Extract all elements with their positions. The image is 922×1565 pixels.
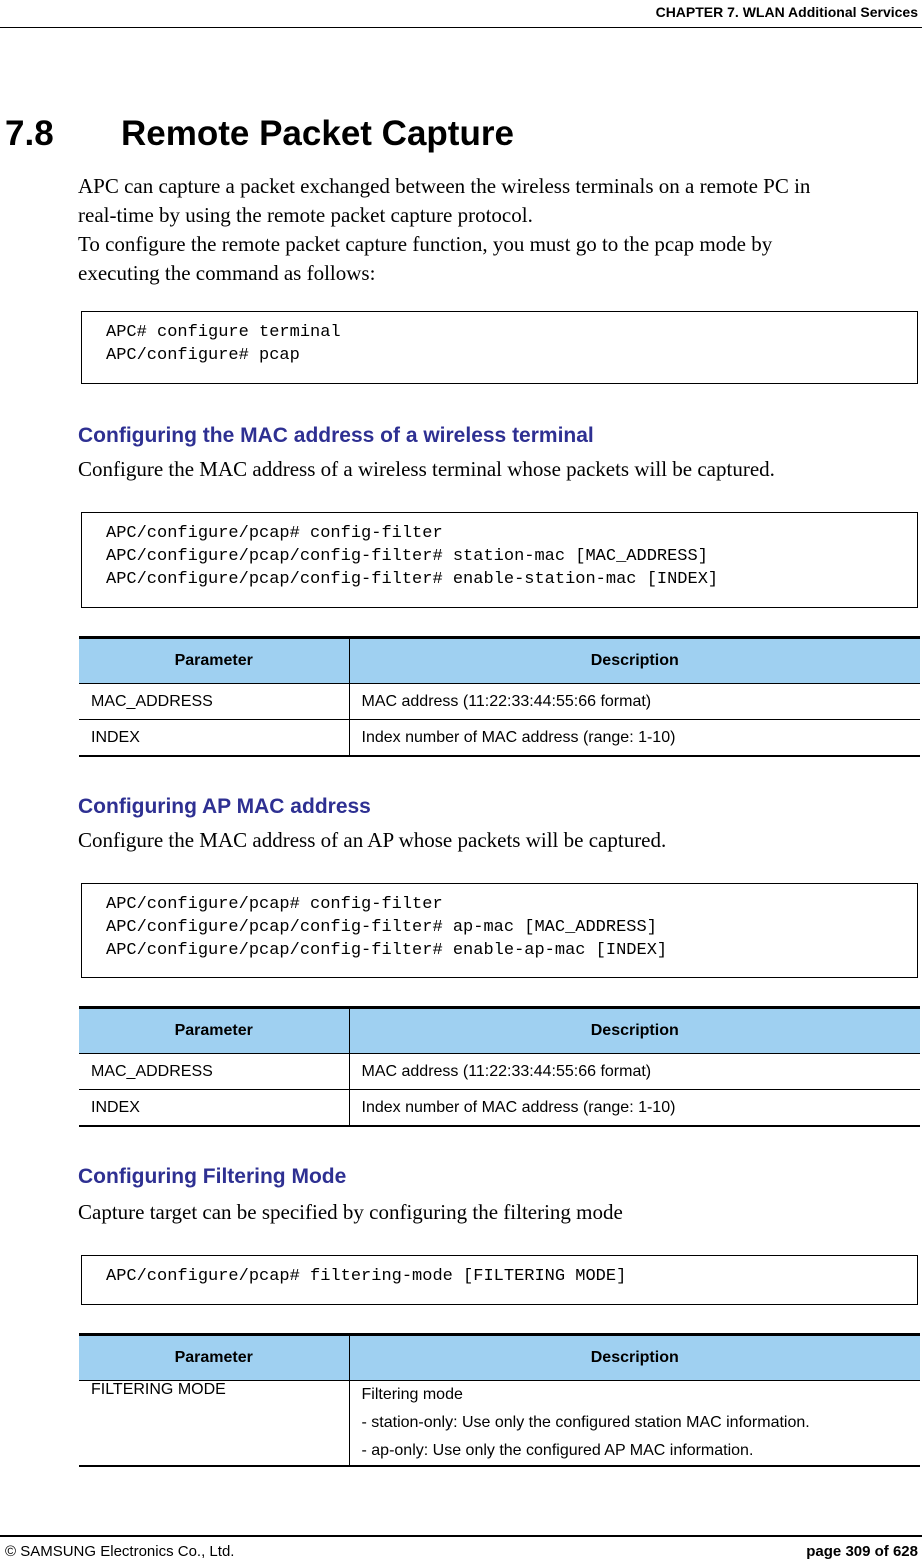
description-cell: [349, 1381, 920, 1467]
subheading-station-mac: Configuring the MAC address of a wireless terminal: [78, 424, 594, 447]
parameter-table-filtering-mode: [79, 1333, 920, 1467]
code-line: APC/configure/pcap# config-filter: [106, 895, 443, 914]
column-header-description: Description: [349, 1335, 920, 1381]
code-block-station-mac: [81, 512, 918, 608]
table-row: [79, 720, 920, 757]
table-header-row: [79, 638, 920, 684]
header-divider: [0, 27, 922, 28]
table-row: [79, 1054, 920, 1090]
footer-page-number: page 309 of 628: [806, 1543, 918, 1560]
section-number: 7.8: [5, 114, 54, 153]
column-header-parameter: Parameter: [79, 1335, 349, 1381]
column-header-parameter: Parameter: [79, 1008, 349, 1054]
parameter-table-station-mac: [79, 636, 920, 757]
paragraph-ap-mac: Configure the MAC address of an AP whose packets will be captured.: [78, 828, 667, 852]
intro-line: executing the command as follows:: [78, 261, 376, 285]
table-row: [79, 1090, 920, 1127]
parameter-cell: MAC_ADDRESS: [79, 1054, 349, 1090]
code-line: APC/configure/pcap# filtering-mode [FILTERING MODE]: [106, 1267, 627, 1286]
parameter-cell: FILTERING MODE: [79, 1381, 349, 1467]
code-line: APC/configure/pcap/config-filter# enable-ap-mac [INDEX]: [106, 941, 668, 960]
intro-line: real-time by using the remote packet capture protocol.: [78, 203, 533, 227]
description-cell: Index number of MAC address (range: 1-10): [349, 720, 920, 757]
column-header-description: Description: [349, 1008, 920, 1054]
code-line: APC/configure# pcap: [106, 346, 300, 365]
column-header-parameter: Parameter: [79, 638, 349, 684]
parameter-cell: INDEX: [79, 720, 349, 757]
intro-paragraph: [78, 172, 908, 288]
parameter-cell: MAC_ADDRESS: [79, 684, 349, 720]
description-cell: MAC address (11:22:33:44:55:66 format): [349, 1054, 920, 1090]
intro-line: APC can capture a packet exchanged between the wireless terminals on a remote PC in: [78, 174, 811, 198]
table-header-row: [79, 1335, 920, 1381]
code-block-enter-pcap: [81, 311, 918, 384]
footer-copyright: © SAMSUNG Electronics Co., Ltd.: [5, 1543, 235, 1560]
description-cell: MAC address (11:22:33:44:55:66 format): [349, 684, 920, 720]
code-line: APC/configure/pcap/config-filter# station-mac [MAC_ADDRESS]: [106, 547, 708, 566]
intro-line: To configure the remote packet capture function, you must go to the pcap mode by: [78, 232, 773, 256]
subheading-ap-mac: Configuring AP MAC address: [78, 795, 371, 818]
column-header-description: Description: [349, 638, 920, 684]
code-line: APC/configure/pcap/config-filter# ap-mac [MAC_ADDRESS]: [106, 918, 657, 937]
code-block-ap-mac: [81, 883, 918, 978]
description-line: Filtering mode: [361, 1386, 463, 1403]
subheading-filtering-mode: Configuring Filtering Mode: [78, 1165, 347, 1188]
description-cell: Index number of MAC address (range: 1-10): [349, 1090, 920, 1127]
code-line: APC/configure/pcap/config-filter# enable-station-mac [INDEX]: [106, 570, 719, 589]
table-header-row: [79, 1008, 920, 1054]
description-line: - station-only: Use only the configured station MAC information.: [361, 1414, 810, 1431]
footer-divider: [0, 1535, 922, 1537]
parameter-cell: INDEX: [79, 1090, 349, 1127]
paragraph-filtering-mode: Capture target can be specified by configuring the filtering mode: [78, 1200, 623, 1224]
table-row: [79, 1381, 920, 1467]
parameter-table-ap-mac: [79, 1006, 920, 1127]
code-line: APC/configure/pcap# config-filter: [106, 524, 443, 543]
section-title: Remote Packet Capture: [121, 114, 514, 153]
code-line: APC# configure terminal: [106, 323, 341, 342]
code-block-filtering-mode: [81, 1255, 918, 1305]
description-line: - ap-only: Use only the configured AP MAC information.: [361, 1442, 754, 1459]
table-row: [79, 684, 920, 720]
paragraph-station-mac: Configure the MAC address of a wireless terminal whose packets will be captured.: [78, 457, 775, 481]
chapter-header: CHAPTER 7. WLAN Additional Services: [655, 4, 918, 20]
